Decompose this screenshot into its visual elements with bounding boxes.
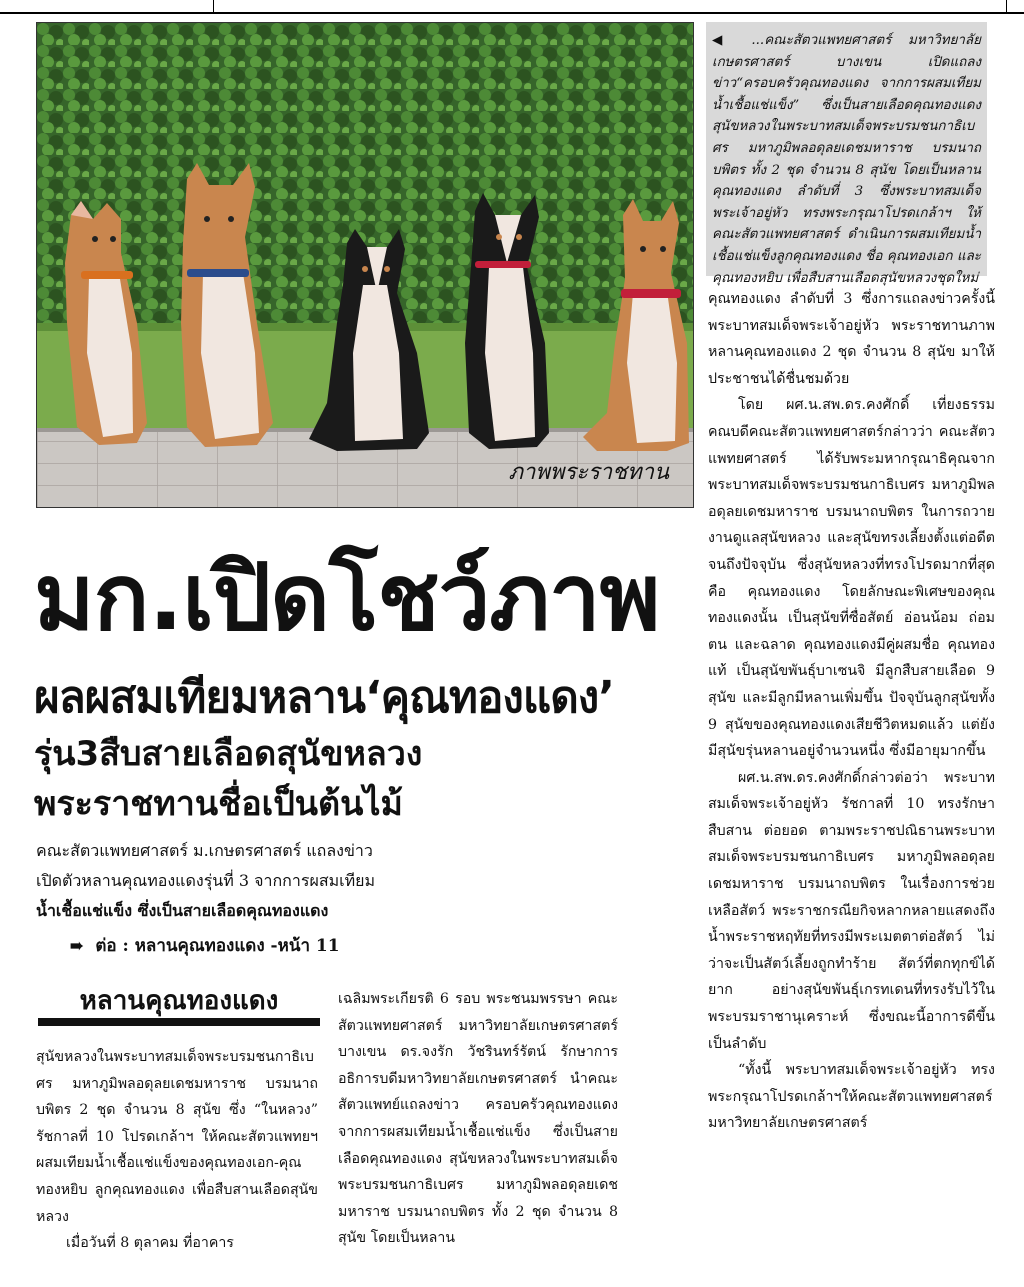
section-rule: [38, 1018, 320, 1026]
caption-text: ...คณะสัตวแพทยศาสตร์ มหาวิทยาลัยเกษตรศาสตร์ บางเขน เปิดแถลงข่าว“ครอบครัวคุณทองแดง จากการผสมเทียมน้ำเชื้อแช่แข็ง” ซึ่งเป็นสายเลือดคุณทองแดง สุนัขหลวงในพระบาทสมเด็จพระบรมชนกาธิเบศร มหาภูมิพลอดุลยเดชมหาราช บรมนาถบพิตร ทั้ง 2 ชุด จำนวน 8 สุนัข โดยเป็นหลานคุณทองแดง ลำดับที่ 3 ซึ่งพระบาทสมเด็จพระเจ้าอยู่หัว ทรงพระกรุณาโปรดเกล้าฯ ให้คณะสัตวแพทยศาสตร์ ดำเนินการผสมเทียมน้ำเชื้อแช่แข็งลูกคุณทองแดง ชื่อ คุณทองเอก และคุณทองหยิบ เพื่อสืบสานเลือดสุนัขหลวงชุดใหม่: [712, 33, 981, 286]
lead-line-2: เปิดตัวหลานคุณทองแดงรุ่นที่ 3 จากการผสมเทียม: [36, 871, 376, 890]
subheadline-3: พระราชทานชื่อเป็นต้นไม้: [34, 784, 403, 824]
top-divider-right: [1006, 0, 1007, 12]
photo-credit: ภาพพระราชทาน: [508, 460, 669, 485]
paragraph: คุณทองแดง ลำดับที่ 3 ซึ่งการแถลงข่าวครั้งนี้ พระบาทสมเด็จพระเจ้าอยู่หัว พระราชทานภาพหลานคุณทองแดง 2 ชุด จำนวน 8 สุนัข มาให้ประชาชนได้ชื่นชมด้วย: [708, 291, 995, 387]
paragraph: เมื่อวันที่ 8 ตุลาคม ที่อาคาร: [66, 1235, 234, 1252]
continued-text: ต่อ : หลานคุณทองแดง -หน้า 11: [95, 936, 340, 956]
top-divider-left: [213, 0, 214, 12]
subheadline-2: รุ่น3สืบสายเลือดสุนัขหลวง: [34, 734, 423, 774]
arrow-right-icon: ➠: [70, 936, 84, 955]
lead-line-1: คณะสัตวแพทยศาสตร์ ม.เกษตรศาสตร์ แถลงข่าว: [36, 841, 373, 860]
article-column-3: [708, 286, 995, 1137]
photo-caption: [706, 22, 987, 286]
paragraph: เฉลิมพระเกียรติ 6 รอบ พระชนมพรรษา คณะสัตวแพทยศาสตร์ มหาวิทยาลัยเกษตรศาสตร์ บางเขน ดร.จงรัก วัชรินทร์รัตน์ รักษาการอธิการบดีมหาวิทยาลัยเกษตรศาสตร์ นำคณะสัตวแพทย์แถลงข่าว ครอบครัวคุณทองแดงจากการผสมเทียมน้ำเชื้อแช่แข็ง ซึ่งเป็นสายเลือดคุณทองแดง สุนัขหลวงในพระบาทสมเด็จพระบรมชนกาธิเบศร มหาภูมิพลอดุลยเดชมหาราช บรมนาถบพิตร ทั้ง 2 ชุด จำนวน 8 สุนัข โดยเป็นหลาน: [338, 991, 618, 1247]
paragraph: โดย ผศ.น.สพ.ดร.คงศักดิ์ เที่ยงธรรม คณบดีคณะสัตวแพทยศาสตร์กล่าวว่า คณะสัตวแพทยศาสตร์ ได้รับพระมหากรุณาธิคุณจากพระบาทสมเด็จพระบรมชนกาธิเบศร มหาภูมิพลอดุลยเดชมหาราช บรมนาถบพิตร ในการถวายงานดูแลสุนัขหลวง และสุนัขทรงเลี้ยงตั้งแต่อดีตจนถึงปัจจุบัน ซึ่งสุนัขหลวงที่ทรงโปรดมากที่สุด คือ คุณทองแดง โดยลักษณะพิเศษของคุณทองแดงนั้น เป็นสุนัขที่ซื่อสัตย์ อ่อนน้อม ถ่อมตน และฉลาด คุณทองแดงมีคู่ผสมชื่อ คุณทองแท้ เป็นสุนัขพันธุ์บาเซนจิ มีลูกสืบสายเลือด 9 สุนัข และมีลูกมีหลานเพิ่มขึ้น ปัจจุบันลูกสุนัขทั้ง 9 สุนัขของคุณทองแดงเสียชีวิตหมดแล้ว แต่ยังมีสุนัขรุ่นหลานอยู่จำนวนหนึ่ง ซึ่งมีอายุมากขึ้น: [708, 397, 995, 760]
paragraph: ผศ.น.สพ.ดร.คงศักดิ์กล่าวต่อว่า พระบาทสมเด็จพระเจ้าอยู่หัว รัชกาลที่ 10 ทรงรักษา สืบสาน ต่อยอด ตามพระราชปณิธานพระบาทสมเด็จพระบรมชนกาธิเบศร มหาภูมิพลอดุลยเดชมหาราช บรมนาถบพิตร ในเรื่องการช่วยเหลือสัตว์ พระราชกรณียกิจหลากหลายแสดงถึงน้ำพระราชหฤทัยที่ทรงมีพระเมตตาต่อสัตว์ ไม่ว่าจะเป็นสัตว์เลี้ยงถูกทำร้าย สัตว์ที่ตกทุกข์ได้ยาก อย่างสุนัขพันธุ์เกรทเดนที่ทรงรับไว้ในพระบรมราชานุเคราะห์ ซึ่งขณะนี้อาการดีขึ้นเป็นลำดับ: [708, 769, 995, 1052]
article-column-2: [338, 986, 618, 1252]
dogs-photo: [36, 22, 694, 508]
paragraph: สุนัขหลวงในพระบาทสมเด็จพระบรมชนกาธิเบศร มหาภูมิพลอดุลยเดชมหาราช บรมนาถบพิตร 2 ชุด จำนวน 8 สุนัข ซึ่ง “ในหลวง” รัชกาลที่ 10 โปรดเกล้าฯ ให้คณะสัตวแพทยฯ ผสมเทียมน้ำเชื้อแช่แข็งของคุณทองเอก-คุณทองหยิบ ลูกคุณทองแดง เพื่อสืบสานเลือดสุนัขหลวง: [36, 1049, 318, 1225]
lead-summary: [36, 836, 396, 926]
article-column-1: [36, 1044, 318, 1257]
continued-reference: [70, 932, 340, 959]
caption-arrow-icon: ◀: [712, 32, 735, 48]
section-title: หลานคุณทองแดง: [79, 986, 279, 1016]
lead-line-3: น้ำเชื้อแช่แข็ง ซึ่งเป็นสายเลือดคุณทองแดง: [36, 901, 329, 920]
paragraph: “ทั้งนี้ พระบาทสมเด็จพระเจ้าอยู่หัว ทรงพระกรุณาโปรดเกล้าฯให้คณะสัตวแพทยศาสตร์ มหาวิทยาลัยเกษตรศาสตร์: [708, 1062, 995, 1132]
subheadline-1: ผลผสมเทียมหลาน‘คุณทองแดง’: [34, 672, 614, 723]
dogs-photo-illustration: [37, 23, 693, 507]
main-headline: มก.เปิดโชว์ภาพ: [34, 544, 660, 651]
page-top-rule: [0, 0, 1024, 14]
